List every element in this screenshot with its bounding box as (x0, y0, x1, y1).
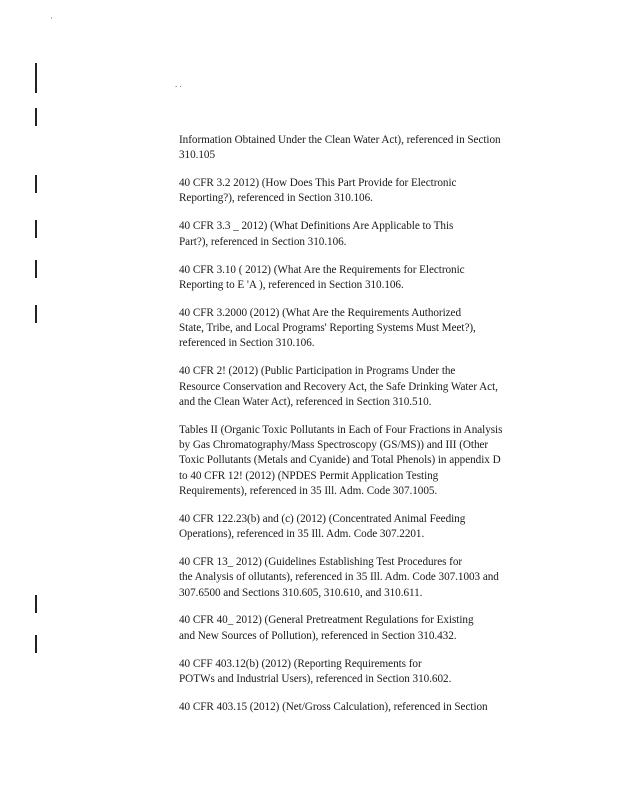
reference-entry (179, 555, 539, 601)
reference-entry-line: 40 CFR 3.3 _ 2012) (What Definitions Are Applicable to This (179, 220, 454, 233)
reference-entry-line: 40 CFF 403.12(b) (2012) (Reporting Requirements for (179, 657, 422, 670)
reference-entry-line: Tables II (Organic Toxic Pollutants in Each of Four Fractions in Analysis (179, 423, 503, 436)
change-bar (35, 175, 37, 193)
reference-entry (179, 176, 539, 207)
reference-entry-line: by Gas Chromatography/Mass Spectroscopy (GS/MS)) and III (Other (179, 439, 489, 452)
reference-entry-line: Requirements), referenced in 35 Ill. Adm. Code 307.1005. (179, 484, 438, 497)
reference-entry (179, 423, 539, 499)
reference-entry (179, 364, 539, 410)
reference-entry (179, 133, 539, 164)
reference-entry-line: 40 CFR 2! (2012) (Public Participation in Programs Under the (179, 365, 456, 378)
reference-entry (179, 263, 539, 294)
reference-entry (179, 700, 539, 715)
reference-entry-line: 40 CFR 3.10 ( 2012) (What Are the Requirements for Electronic (179, 263, 465, 276)
reference-entry-line: 40 CFR 403.15 (2012) (Net/Gross Calculation), referenced in Section (179, 700, 488, 713)
reference-entry-line: 40 CFR 3.2000 (2012) (What Are the Requirements Authorized (179, 306, 462, 319)
change-bar (35, 595, 37, 613)
reference-list (179, 133, 539, 728)
reference-entry-line: 307.6500 and Sections 310.605, 310.610, and 310.611. (179, 586, 423, 599)
reference-entry-line: and New Sources of Pollution), referenced in Section 310.432. (179, 629, 457, 642)
reference-entry-line: 40 CFR 13_ 2012) (Guidelines Establishing Test Procedures for (179, 555, 463, 568)
reference-entry (179, 613, 539, 644)
reference-entry-line: Toxic Pollutants (Metals and Cyanide) and Total Phenols) in appendix D (179, 454, 501, 467)
reference-entry-line: Operations), referenced in 35 Ill. Adm. Code 307.2201. (179, 528, 425, 541)
reference-entry-line: the Analysis of ollutants), referenced in 35 Ill. Adm. Code 307.1003 and (179, 571, 499, 584)
stray-mark: · (50, 13, 53, 23)
reference-entry-line: 40 CFR 40_ 2012) (General Pretreatment Regulations for Existing (179, 614, 474, 627)
stray-mark: . . (175, 79, 182, 89)
reference-entry-line: Reporting to E 'A ), referenced in Section 310.106. (179, 278, 404, 291)
reference-entry-line: Reporting?), referenced in Section 310.106. (179, 192, 373, 205)
reference-entry (179, 219, 539, 250)
reference-entry-line: and the Clean Water Act), referenced in Section 310.510. (179, 395, 432, 408)
reference-entry-line: Resource Conservation and Recovery Act, the Safe Drinking Water Act, (179, 380, 498, 393)
change-bar (35, 260, 37, 278)
reference-entry (179, 657, 539, 688)
change-bar (35, 305, 37, 323)
reference-entry-line: Part?), referenced in Section 310.106. (179, 235, 347, 248)
reference-entry-line: to 40 CFR 12! (2012) (NPDES Permit Application Testing (179, 469, 439, 482)
reference-entry-line: referenced in Section 310.106. (179, 337, 315, 350)
reference-entry-line: Information Obtained Under the Clean Water Act), referenced in Section (179, 134, 501, 146)
change-bar (35, 635, 37, 653)
change-bar (35, 220, 37, 238)
change-bar (35, 108, 37, 126)
change-bar (35, 63, 37, 93)
reference-entry-line: 40 CFR 122.23(b) and (c) (2012) (Concentrated Animal Feeding (179, 512, 466, 525)
reference-entry-line: 40 CFR 3.2 2012) (How Does This Part Provide for Electronic (179, 177, 457, 190)
reference-entry (179, 512, 539, 543)
reference-entry-line: State, Tribe, and Local Programs' Reporting Systems Must Meet?), (179, 322, 476, 335)
reference-entry-line: 310.105 (179, 149, 216, 162)
reference-entry (179, 306, 539, 352)
reference-entry-line: POTWs and Industrial Users), referenced in Section 310.602. (179, 672, 452, 685)
